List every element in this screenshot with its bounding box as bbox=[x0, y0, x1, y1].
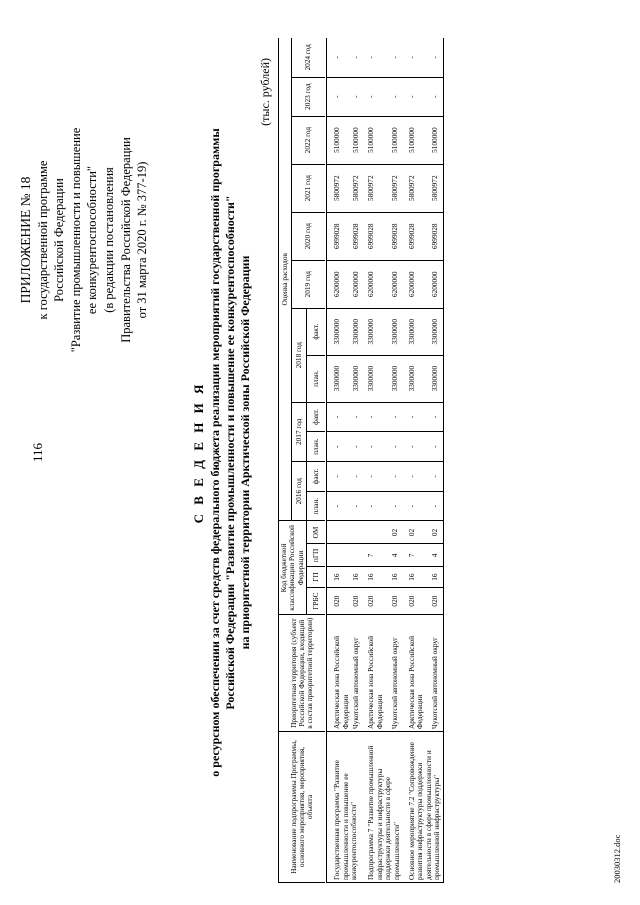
row-gp: 16 bbox=[361, 567, 389, 588]
header-year-2018: 2018 год bbox=[292, 308, 307, 402]
header-year-2023: 2023 год bbox=[292, 77, 326, 116]
row-gp: 16 bbox=[402, 567, 430, 588]
row-territory: Арктическая зона Российской Федерации bbox=[402, 615, 430, 732]
row-2019: 6200000 bbox=[327, 260, 351, 308]
row-fact-2018: 3300000 bbox=[402, 308, 430, 355]
title-block bbox=[190, 20, 253, 885]
row-name: Основное мероприятие 7.2 "Сопровождение развития инфраструктуры поддержки деятельности в сфере промышленности и промышленной инфраструктуры" bbox=[402, 732, 443, 883]
header-estimate: Оценка расходов bbox=[279, 38, 292, 521]
row-2021: 5800972 bbox=[327, 164, 351, 212]
row-grbs: 020 bbox=[327, 587, 351, 614]
row-2024: - bbox=[407, 56, 417, 59]
row-fact-2016: - bbox=[390, 462, 402, 492]
row-fact-2016: - bbox=[361, 462, 389, 492]
page-number: 116 bbox=[30, 442, 45, 463]
row-fact-2018: 3300000 bbox=[361, 308, 389, 355]
header-name: Наименование подпрограммы Программы, основного мероприятия, мероприятия, объекта bbox=[279, 732, 326, 883]
header-year-2021: 2021 год bbox=[292, 164, 326, 212]
row-plan-2017: - bbox=[390, 432, 402, 462]
header-year-2022: 2022 год bbox=[292, 116, 326, 164]
subtitle-line: о ресурсном обеспечении за счет средств федерального бюджета реализации мероприятий государственной программы bbox=[208, 128, 222, 777]
appendix-line: (в редакции постановления bbox=[101, 167, 116, 313]
row-om bbox=[351, 521, 361, 544]
appendix-line: Российской Федерации bbox=[52, 178, 67, 302]
row-2020: 6999028 bbox=[402, 212, 430, 260]
row-grbs: 020 bbox=[402, 587, 430, 614]
table-row bbox=[402, 38, 430, 883]
row-2019: 6200000 bbox=[390, 260, 402, 308]
header-plan: план. bbox=[307, 432, 326, 462]
row-2020: 6999028 bbox=[361, 212, 389, 260]
row-plan-2016: - bbox=[390, 491, 402, 521]
header-year-2016: 2016 год bbox=[292, 462, 307, 521]
row-fact-2017: - bbox=[402, 402, 430, 432]
row-2019: 6200000 bbox=[351, 260, 361, 308]
row-plan-2017: - bbox=[402, 432, 430, 462]
resource-table bbox=[278, 38, 444, 883]
header-plan: план. bbox=[307, 491, 326, 521]
row-2020: 6999028 bbox=[351, 212, 361, 260]
row-plan-2016: - bbox=[351, 491, 361, 521]
row-fact-2017: - bbox=[361, 402, 389, 432]
table-row bbox=[327, 38, 351, 883]
table-header bbox=[279, 38, 327, 883]
row-2020: 6999028 bbox=[390, 212, 402, 260]
row-name: Государственная программа "Развитие промышленности и повышение ее конкурентоспособности" bbox=[327, 732, 362, 883]
row-2024: - bbox=[430, 38, 443, 77]
row-plan-2016: - bbox=[327, 491, 351, 521]
row-om bbox=[361, 521, 389, 544]
row-2021: 5800972 bbox=[430, 164, 443, 212]
row-plan-2017: - bbox=[327, 432, 351, 462]
row-pgp: 7 bbox=[402, 544, 430, 567]
row-fact-2016: - bbox=[327, 462, 351, 492]
row-gp: 16 bbox=[351, 567, 361, 588]
row-gp: 16 bbox=[430, 567, 443, 588]
header-fact: факт. bbox=[307, 402, 326, 432]
row-2020: 6999028 bbox=[327, 212, 351, 260]
header-om: ОМ bbox=[307, 521, 326, 544]
row-pgp bbox=[327, 544, 351, 567]
row-fact-2017: - bbox=[430, 402, 443, 432]
row-2024: - bbox=[351, 56, 361, 59]
row-plan-2016: - bbox=[402, 491, 430, 521]
row-gp: 16 bbox=[327, 567, 351, 588]
row-2020: 6999028 bbox=[430, 212, 443, 260]
row-grbs: 020 bbox=[430, 587, 443, 614]
header-pgp: пГП bbox=[307, 544, 326, 567]
row-2023: - bbox=[351, 77, 361, 116]
row-grbs: 020 bbox=[361, 587, 389, 614]
row-2024: - bbox=[389, 56, 399, 59]
row-2023: - bbox=[327, 77, 351, 116]
appendix-line: "Развитие промышленности и повышение bbox=[68, 127, 83, 353]
row-om: 02 bbox=[402, 521, 430, 544]
row-plan-2017: - bbox=[430, 432, 443, 462]
row-territory: Чукотский автономный округ bbox=[430, 615, 443, 732]
row-2024: - bbox=[366, 56, 376, 59]
row-plan-2018: 3300000 bbox=[361, 355, 389, 402]
header-year-2017: 2017 год bbox=[292, 402, 307, 461]
units-label: (тыс. рублей) bbox=[258, 58, 272, 126]
table-row bbox=[361, 38, 389, 883]
row-territory: Арктическая зона Российской Федерации bbox=[327, 615, 351, 732]
appendix-line: от 31 марта 2020 г. № 377-19) bbox=[135, 161, 150, 319]
row-2022: 5100000 bbox=[351, 116, 361, 164]
row-pgp: 7 bbox=[361, 544, 389, 567]
row-plan-2018: 3300000 bbox=[327, 355, 351, 402]
appendix-line: ПРИЛОЖЕНИЕ № 18 bbox=[18, 176, 33, 304]
row-gp: 16 bbox=[390, 567, 402, 588]
row-grbs: 020 bbox=[351, 587, 361, 614]
row-om: 02 bbox=[430, 521, 443, 544]
row-2021: 5800972 bbox=[402, 164, 430, 212]
row-fact-2016: - bbox=[351, 462, 361, 492]
row-plan-2016: - bbox=[361, 491, 389, 521]
row-2024: - bbox=[332, 56, 342, 59]
row-plan-2018: 3300000 bbox=[402, 355, 430, 402]
row-fact-2016: - bbox=[430, 462, 443, 492]
subtitle-line: на приоритетной территории Арктической зоны Российской Федерации bbox=[238, 255, 252, 650]
row-fact-2018: 3300000 bbox=[351, 308, 361, 355]
row-2022: 5100000 bbox=[402, 116, 430, 164]
header-budget-code: Код бюджетной классификации Российской Федерации bbox=[279, 521, 307, 615]
header-territory: Приоритетная территория (субъект Российской Федерации, входящий в состав приоритетной территории) bbox=[279, 615, 326, 732]
row-pgp bbox=[351, 544, 361, 567]
table-body bbox=[327, 38, 443, 883]
header-year-2024: 2024 год bbox=[303, 44, 313, 71]
row-territory: Арктическая зона Российской Федерации bbox=[361, 615, 389, 732]
header-gp: ГП bbox=[307, 567, 326, 588]
header-fact: факт. bbox=[307, 308, 326, 355]
appendix-line: к государственной программе bbox=[35, 160, 50, 320]
row-2019: 6200000 bbox=[430, 260, 443, 308]
row-territory: Чукотский автономный округ bbox=[351, 615, 361, 732]
row-fact-2018: 3300000 bbox=[327, 308, 351, 355]
subtitle-line: Российской Федерации "Развитие промышленности и повышение ее конкурентоспособности" bbox=[223, 195, 237, 710]
row-2022: 5100000 bbox=[327, 116, 351, 164]
row-fact-2018: 3300000 bbox=[390, 308, 402, 355]
row-2021: 5800972 bbox=[351, 164, 361, 212]
row-plan-2018: 3300000 bbox=[390, 355, 402, 402]
row-2023: - bbox=[430, 77, 443, 116]
row-2022: 5100000 bbox=[430, 116, 443, 164]
row-2019: 6200000 bbox=[361, 260, 389, 308]
row-2023: - bbox=[402, 77, 430, 116]
row-om: 02 bbox=[390, 521, 402, 544]
row-2022: 5100000 bbox=[390, 116, 402, 164]
row-grbs: 020 bbox=[390, 587, 402, 614]
header-fact: факт. bbox=[307, 462, 326, 492]
row-2019: 6200000 bbox=[402, 260, 430, 308]
appendix-line: ее конкурентоспособности" bbox=[85, 165, 100, 315]
row-om bbox=[327, 521, 351, 544]
row-territory: Чукотский автономный округ bbox=[390, 615, 402, 732]
document-title: С В Е Д Е Н И Я bbox=[191, 381, 206, 524]
row-2023: - bbox=[361, 77, 389, 116]
appendix-line: Правительства Российской Федерации bbox=[118, 137, 133, 343]
header-year-2020: 2020 год bbox=[292, 212, 326, 260]
row-fact-2017: - bbox=[351, 402, 361, 432]
header-year-2019: 2019 год bbox=[292, 260, 326, 308]
row-2021: 5800972 bbox=[361, 164, 389, 212]
row-2022: 5100000 bbox=[361, 116, 389, 164]
row-pgp: 4 bbox=[430, 544, 443, 567]
row-plan-2016: - bbox=[430, 491, 443, 521]
row-plan-2017: - bbox=[351, 432, 361, 462]
row-pgp: 4 bbox=[390, 544, 402, 567]
row-plan-2018: 3300000 bbox=[430, 355, 443, 402]
row-fact-2018: 3300000 bbox=[430, 308, 443, 355]
header-plan: план. bbox=[307, 355, 326, 402]
footer-doc-code: 20030312.doc bbox=[612, 834, 622, 883]
row-2021: 5800972 bbox=[390, 164, 402, 212]
row-name: Подпрограмма 7 "Развитие промышленной инфраструктуры и инфраструктуры поддержки деятельности в сфере промышленности" bbox=[361, 732, 402, 883]
row-2023: - bbox=[390, 77, 402, 116]
header-grbs: ГРБС bbox=[307, 587, 326, 614]
appendix-block bbox=[18, 30, 151, 450]
row-fact-2017: - bbox=[327, 402, 351, 432]
row-fact-2017: - bbox=[390, 402, 402, 432]
row-plan-2017: - bbox=[361, 432, 389, 462]
row-fact-2016: - bbox=[402, 462, 430, 492]
row-plan-2018: 3300000 bbox=[351, 355, 361, 402]
